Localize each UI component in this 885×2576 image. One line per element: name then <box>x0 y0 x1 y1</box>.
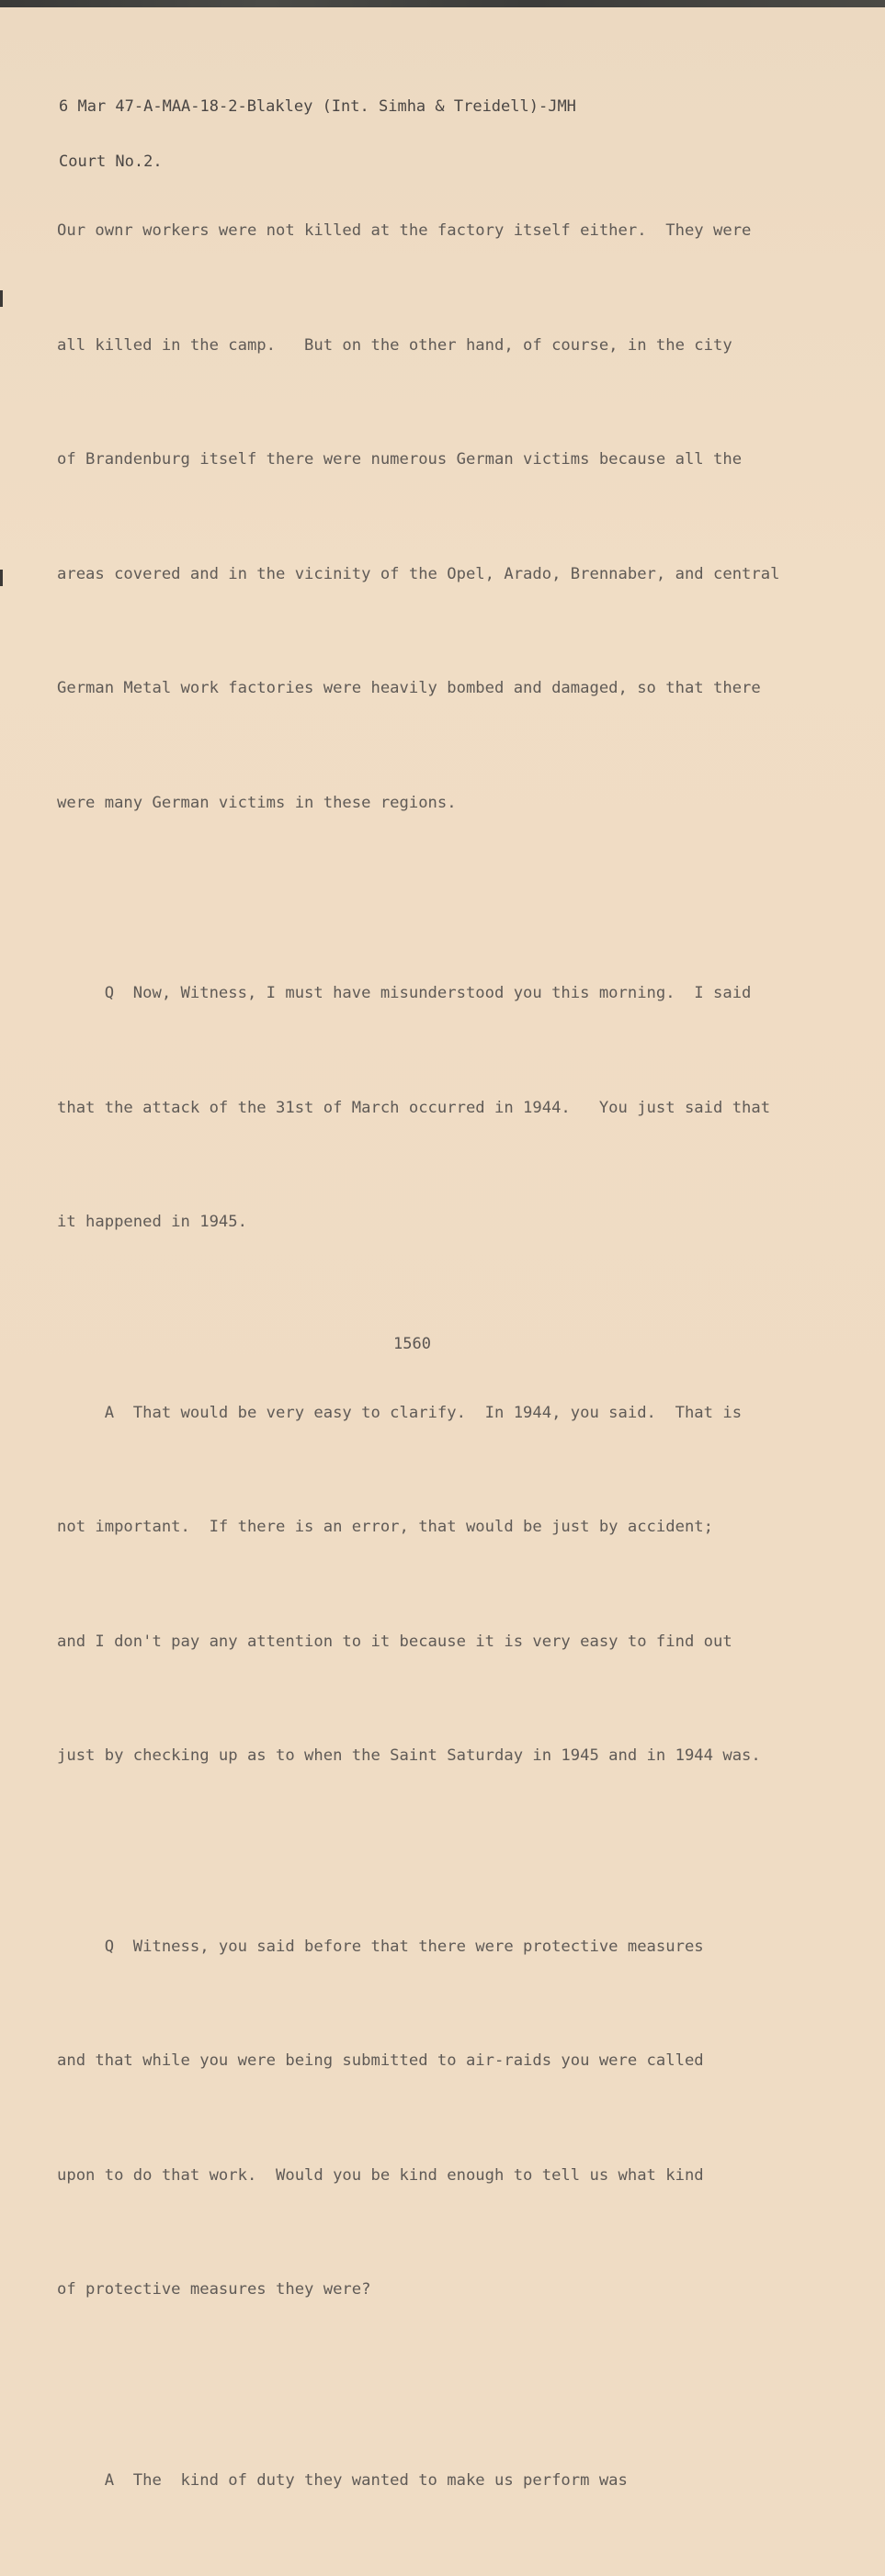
text-line: upon to do that work. Would you be kind enough to tell us what kind <box>57 2157 847 2196</box>
paragraph <box>57 898 847 1318</box>
text-line: and I don't pay any attention to it because it is very easy to find out <box>57 1623 847 1662</box>
paragraph <box>57 136 847 898</box>
text-line: that the attack of the 31st of March occurred in 1944. You just said that <box>57 1090 847 1128</box>
binder-mark <box>0 570 3 586</box>
text-line: of protective measures they were? <box>57 2271 847 2310</box>
paragraph <box>57 2386 847 2576</box>
text-line: it happened in 1945. <box>57 1203 847 1242</box>
paragraph <box>57 1852 847 2386</box>
paragraph <box>57 1318 847 1852</box>
page-number: 1560 <box>393 1335 431 1353</box>
text-line: German Metal work factories were heavily bombed and damaged, so that there <box>57 670 847 708</box>
text-line: areas covered and in the vicinity of the Opel, Arado, Brennaber, and central <box>57 556 847 594</box>
text-line: Q Now, Witness, I must have misunderstood you this morning. I said <box>57 975 847 1013</box>
transcript-body <box>57 136 847 2576</box>
text-line: of Brandenburg itself there were numerous German victims because all the <box>57 441 847 480</box>
header-line-1: 6 Mar 47-A-MAA-18-2-Blakley (Int. Simha & Treidell)-JMH <box>59 97 576 116</box>
text-line: A That would be very easy to clarify. In 1944, you said. That is <box>57 1395 847 1433</box>
binder-mark <box>0 290 3 307</box>
text-line: and that while you were being submitted to air-raids you were called <box>57 2042 847 2081</box>
text-line: all killed in the camp. But on the other hand, of course, in the city <box>57 327 847 366</box>
text-line: just by checking up as to when the Saint Saturday in 1945 and in 1944 was. <box>57 1737 847 1776</box>
text-line: Q Witness, you said before that there were protective measures <box>57 1928 847 1967</box>
header-line-2: Court No.2. <box>59 153 576 171</box>
scan-edge <box>0 0 885 7</box>
text-line: A The kind of duty they wanted to make us perform was <box>57 2462 847 2501</box>
text-line: were many German victims in these regions. <box>57 785 847 823</box>
text-line: not important. If there is an error, that would be just by accident; <box>57 1508 847 1547</box>
text-line: Our ownr workers were not killed at the factory itself either. They were <box>57 212 847 251</box>
